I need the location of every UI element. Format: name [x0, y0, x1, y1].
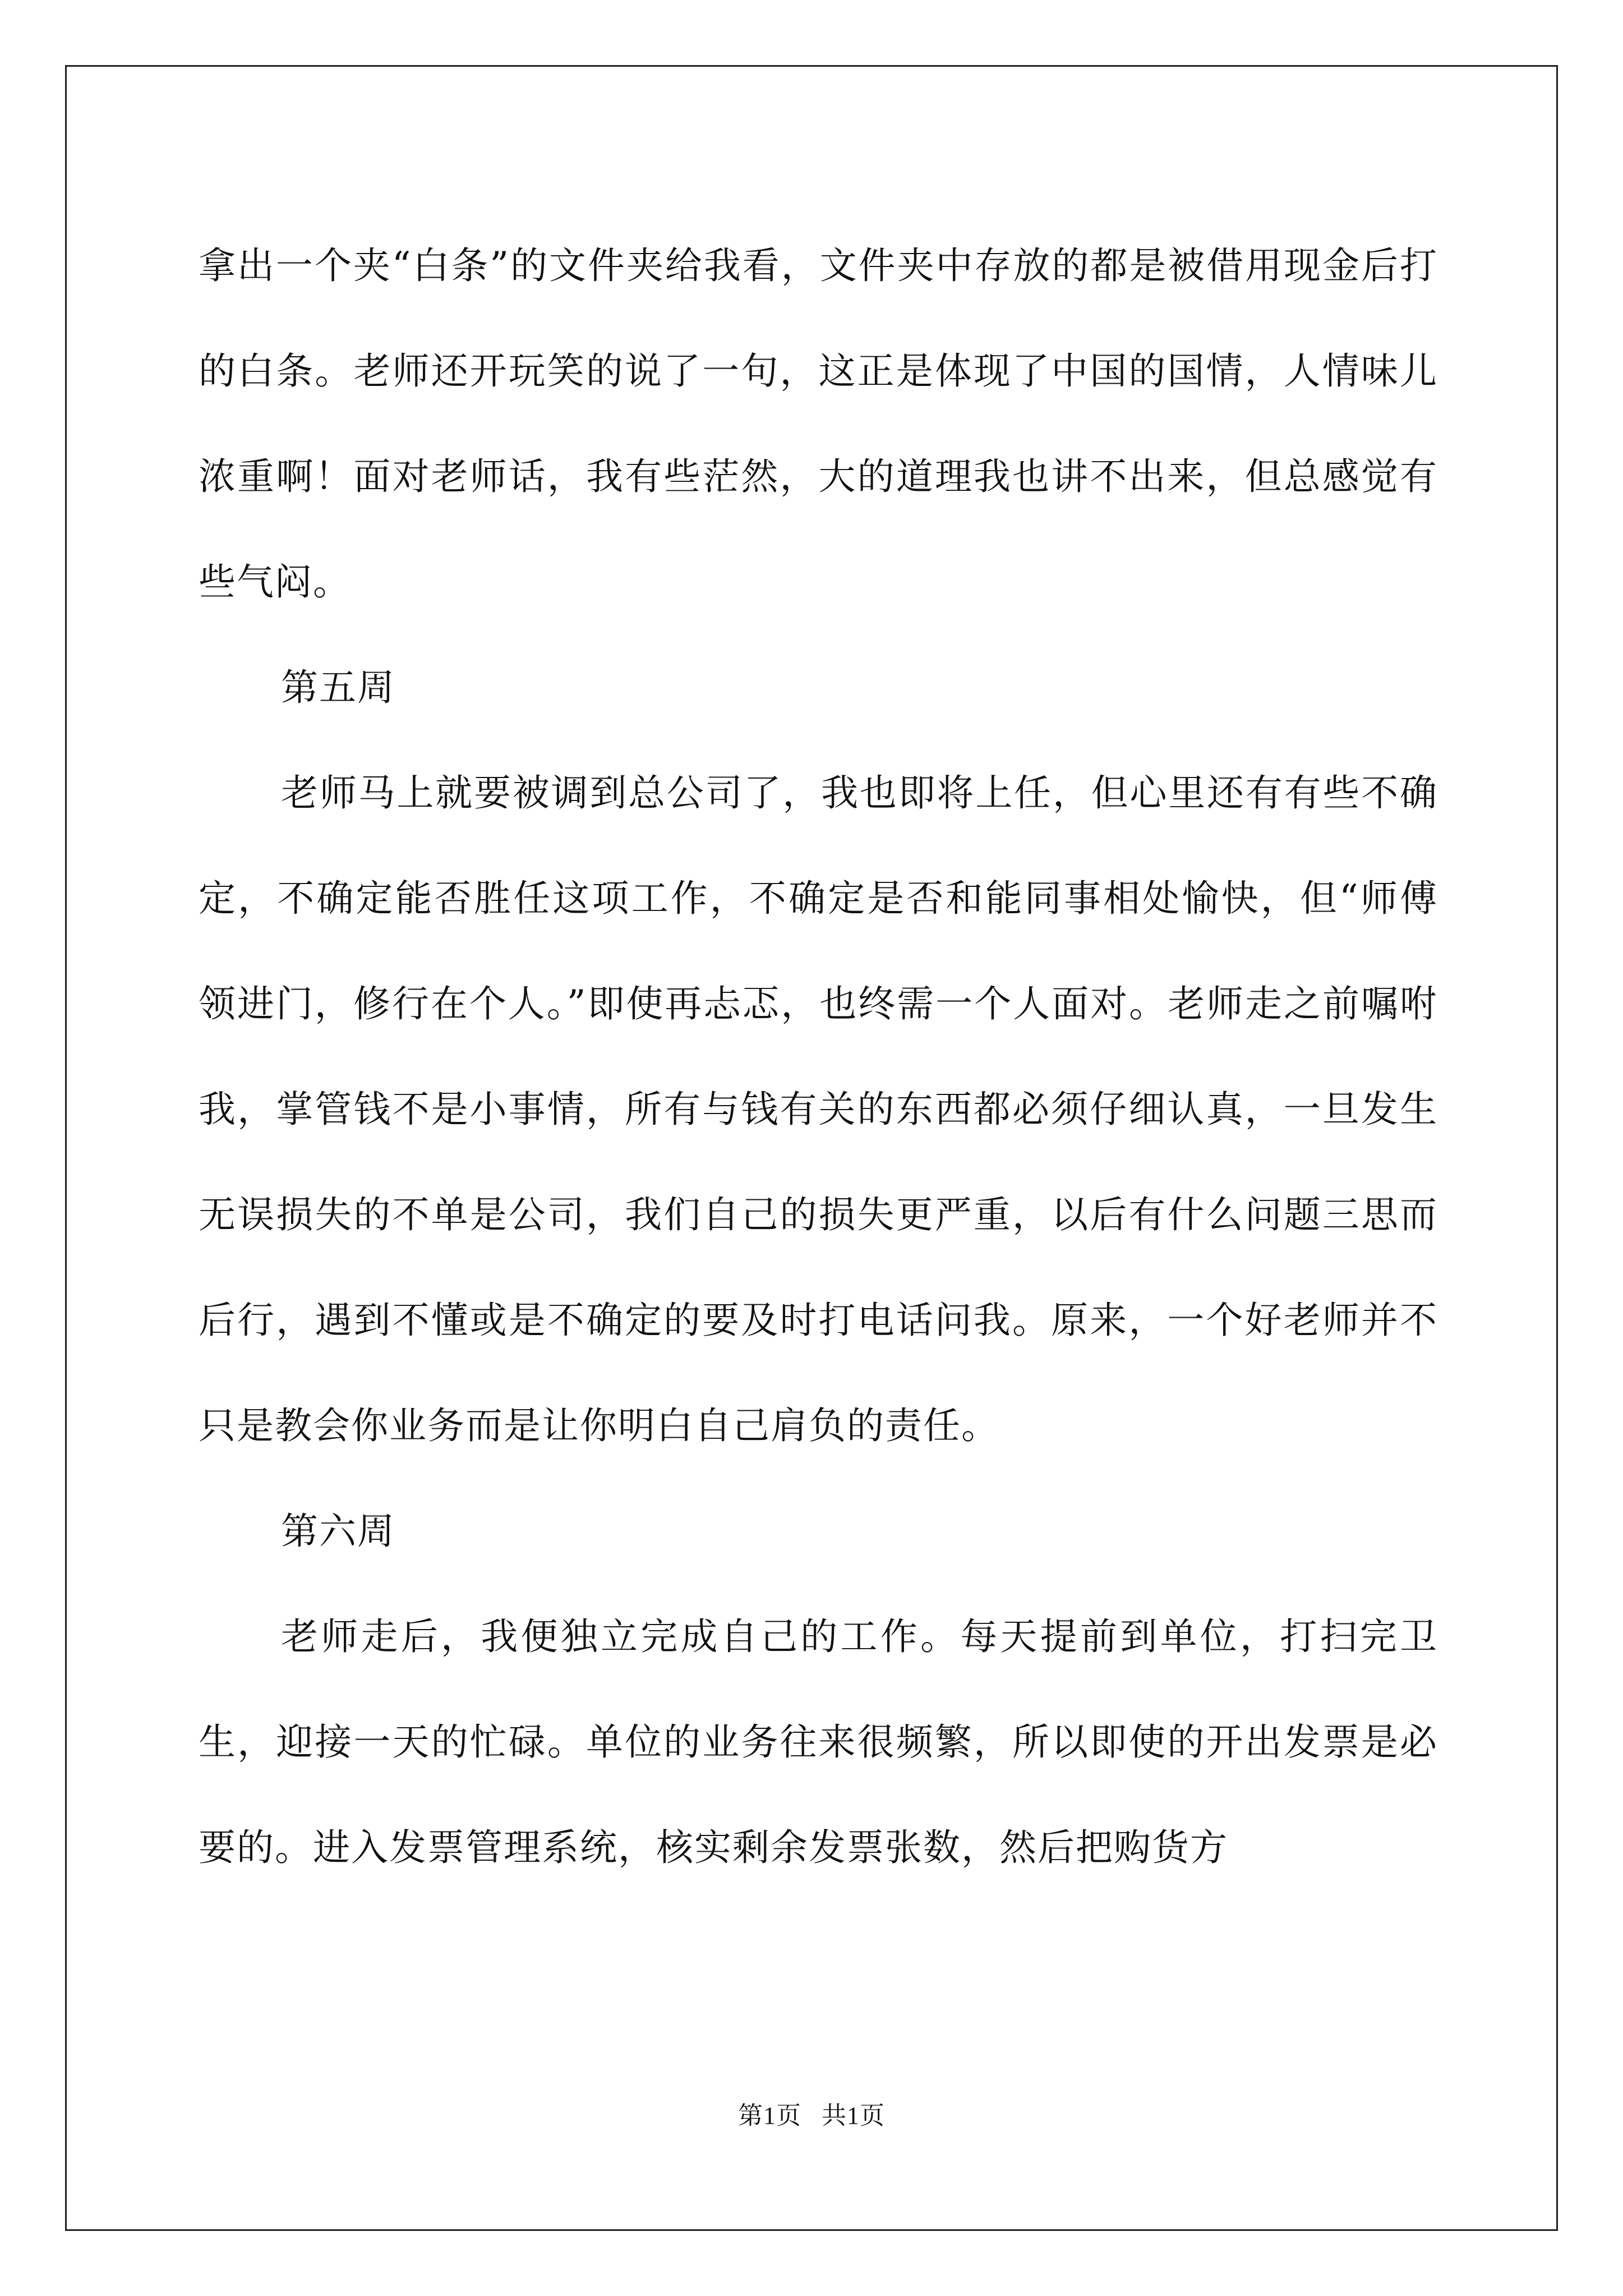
page-total: 共1页	[822, 2102, 885, 2129]
section-heading-week-6: 第六周	[281, 1510, 395, 1553]
paragraph-week-6: 老师走后，我便独立完成自己的工作。每天提前到单位，打扫完卫生，迎接一天的忙碌。单位的业务往来很频繁，所以即使的开出发票是必要的。进入发票管理系统，核实剩余发票张数，然后把购货方	[199, 1615, 1438, 1869]
page-footer	[0, 2095, 1623, 2131]
page-number: 第1页	[738, 2102, 801, 2129]
paragraph-week-5: 老师马上就要被调到总公司了，我也即将上任，但心里还有有些不确定，不确定能否胜任这项工作，不确定是否和能同事相处愉快，但“师傅领进门，修行在个人。”即使再忐忑，也终需一个人面对。老师走之前嘱咐我，掌管钱不是小事情，所有与钱有关的东西都必须仔细认真，一旦发生无误损失的不单是公司，我们自己的损失更严重，以后有什么问题三思而后行，遇到不懂或是不确定的要及时打电话问我。原来，一个好老师并不只是教会你业务而是让你明白自己肩负的责任。	[199, 771, 1438, 1447]
document-body	[199, 213, 1438, 1901]
paragraph-continuation: 拿出一个夹“白条”的文件夹给我看，文件夹中存放的都是被借用现金后打的白条。老师还开玩笑的说了一句，这正是体现了中国的国情，人情味儿浓重啊！面对老师话，我有些茫然，大的道理我也讲不出来，但总感觉有些气闷。	[199, 244, 1438, 604]
section-heading-week-5: 第五周	[281, 666, 395, 709]
